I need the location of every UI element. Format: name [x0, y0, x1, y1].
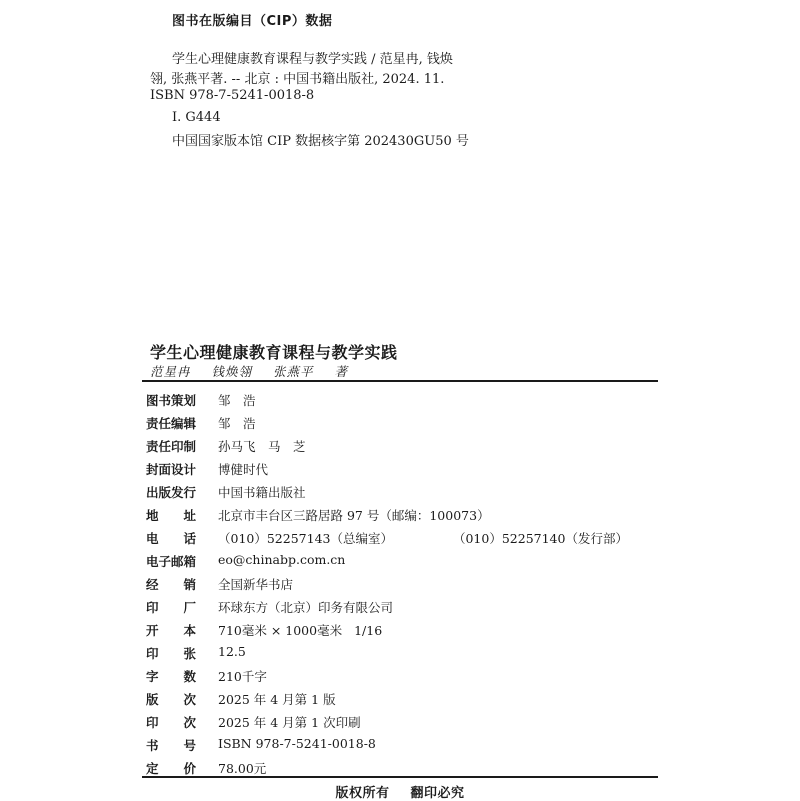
info-label: 电 话	[146, 531, 197, 546]
info-row-edition	[146, 690, 656, 712]
info-value: 78.00元	[218, 761, 267, 776]
info-row-print-manager	[146, 437, 656, 459]
info-label: 字 数	[146, 669, 197, 684]
info-label: 地 址	[146, 508, 197, 523]
info-value: ISBN 978-7-5241-0018-8	[218, 736, 376, 751]
cip-line-5: 中国国家版本馆 CIP 数据核字第 202430GU50 号	[172, 134, 469, 149]
info-label: 定 价	[146, 761, 197, 776]
info-label: 印 张	[146, 646, 197, 661]
info-row-printer	[146, 598, 656, 620]
info-value: 2025 年 4 月第 1 版	[218, 692, 336, 707]
bottom-divider	[142, 776, 658, 778]
info-label: 图书策划	[146, 393, 197, 408]
info-label: 电子邮箱	[146, 554, 197, 569]
info-row-distributor	[146, 575, 656, 597]
copyright-no-reprint: 翻印必究	[410, 786, 465, 801]
info-value: eo@chinabp.com.cn	[218, 552, 346, 567]
author-2: 钱焕翎	[211, 364, 253, 379]
info-row-format	[146, 621, 656, 643]
info-row-sheets	[146, 644, 656, 666]
author-1: 范星冉	[150, 364, 191, 379]
format-fold: 1/16	[354, 623, 383, 638]
author-role: 著	[334, 364, 349, 379]
info-label: 出版发行	[146, 485, 197, 500]
info-value	[218, 529, 628, 547]
phone-editorial: （010）52257143（总编室）	[218, 531, 393, 546]
info-row-planner	[146, 391, 656, 413]
author-line	[150, 362, 364, 380]
info-value: 博健时代	[218, 462, 269, 477]
info-value: 210千字	[218, 669, 267, 684]
cip-line-3: ISBN 978-7-5241-0018-8	[150, 88, 315, 103]
info-value: 全国新华书店	[218, 577, 294, 592]
info-label: 印 厂	[146, 600, 197, 615]
cip-heading: 图书在版编目（CIP）数据	[172, 14, 333, 29]
cip-line-4: Ⅰ. G444	[172, 110, 221, 125]
info-label: 封面设计	[146, 462, 197, 477]
info-value: 中国书籍出版社	[218, 485, 306, 500]
info-row-price	[146, 759, 656, 781]
info-row-isbn	[146, 736, 656, 758]
info-value: 12.5	[218, 644, 246, 659]
info-label: 责任印制	[146, 439, 197, 454]
info-label: 版 次	[146, 692, 197, 707]
top-divider	[142, 380, 658, 382]
info-row-printing	[146, 713, 656, 735]
format-size: 710毫米 × 1000毫米	[218, 623, 343, 638]
info-label: 责任编辑	[146, 416, 197, 431]
info-row-email	[146, 552, 656, 574]
cip-line-1: 学生心理健康教育课程与教学实践 / 范星冉, 钱焕	[172, 52, 453, 67]
copyright-reserved: 版权所有	[335, 786, 390, 801]
info-row-publisher	[146, 483, 656, 505]
copyright-notice	[0, 782, 800, 801]
info-value: 环球东方（北京）印务有限公司	[218, 600, 394, 615]
info-value: 孙马飞 马 芝	[218, 439, 306, 454]
info-label: 印 次	[146, 715, 197, 730]
info-row-phone	[146, 529, 656, 551]
cip-line-2: 翎, 张燕平著. -- 北京 : 中国书籍出版社, 2024. 11.	[150, 72, 445, 87]
info-row-editor	[146, 414, 656, 436]
info-value: 2025 年 4 月第 1 次印刷	[218, 715, 361, 730]
book-title: 学生心理健康教育课程与教学实践	[150, 343, 398, 362]
info-value: 北京市丰台区三路居路 97 号（邮编：100073）	[218, 508, 490, 523]
info-label: 开 本	[146, 623, 197, 638]
info-row-cover-design	[146, 460, 656, 482]
info-value: 邹 浩	[218, 393, 256, 408]
info-row-word-count	[146, 667, 656, 689]
info-label: 经 销	[146, 577, 197, 592]
info-value: 邹 浩	[218, 416, 256, 431]
info-label: 书 号	[146, 738, 197, 753]
info-value	[218, 621, 382, 639]
author-3: 张燕平	[273, 364, 314, 379]
info-row-address	[146, 506, 656, 528]
phone-sales: （010）52257140（发行部）	[452, 531, 628, 546]
